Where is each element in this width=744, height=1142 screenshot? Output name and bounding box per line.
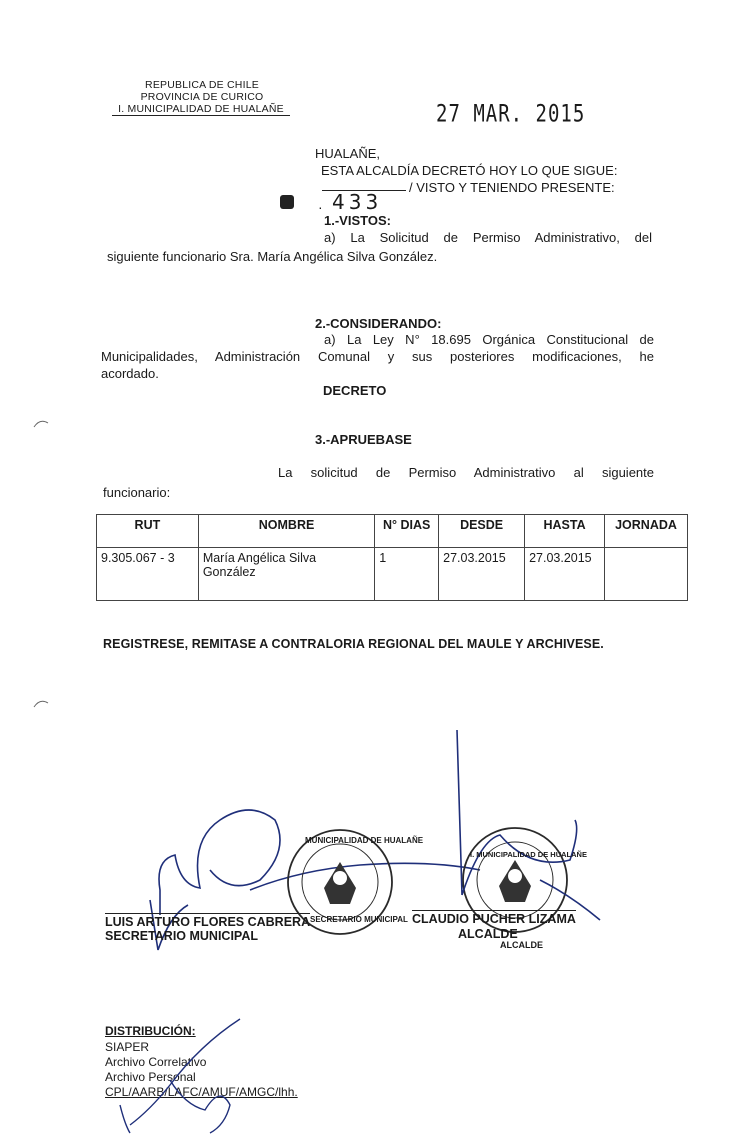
table-row xyxy=(97,548,688,601)
apruebase-title: 3.-APRUEBASE xyxy=(315,432,412,447)
secretario-title: SECRETARIO MUNICIPAL xyxy=(105,929,259,943)
considerando-title: 2.-CONSIDERANDO: xyxy=(315,316,442,331)
seal-left-top-text: MUNICIPALIDAD DE HUALAÑE xyxy=(305,836,424,845)
date-stamp: 27 MAR. 2015 xyxy=(436,100,586,128)
cell-nombre: María Angélica Silva González xyxy=(198,548,374,601)
table-header-row xyxy=(97,515,688,548)
place-line: HUALAÑE, xyxy=(315,146,381,161)
alcalde-name: CLAUDIO PUCHER LIZAMA xyxy=(412,912,576,926)
alcalde-title: ALCALDE xyxy=(458,927,518,941)
vistos-text-2: siguiente funcionario Sra. María Angélica Silva González. xyxy=(107,249,438,264)
initials-scribble xyxy=(110,1015,270,1140)
considerando-text-2: Municipalidades, Administración Comunal y sus posteriores modificaciones, he xyxy=(101,349,654,364)
considerando-text-3: acordado. xyxy=(101,366,159,381)
decree-number: 433 xyxy=(332,190,383,214)
decree-intro-line: ESTA ALCALDÍA DECRETÓ HOY LO QUE SIGUE: xyxy=(321,163,618,178)
vistos-text-1: a) La Solicitud de Permiso Administrativo, del xyxy=(324,230,652,245)
apruebase-text-1: La solicitud de Permiso Administrativo al siguiente xyxy=(278,465,654,480)
cell-jornada xyxy=(605,548,688,601)
cell-desde: 27.03.2015 xyxy=(439,548,525,601)
cell-rut: 9.305.067 - 3 xyxy=(97,548,199,601)
hole-punch-marks xyxy=(30,415,54,735)
cell-dias: 1 xyxy=(375,548,439,601)
vistos-title: 1.-VISTOS: xyxy=(324,213,391,228)
col-dias: N° DIAS xyxy=(375,515,439,548)
list-item: Archivo Correlativo xyxy=(105,1055,207,1069)
col-jornada: JORNADA xyxy=(605,515,688,548)
closing-order: REGISTRESE, REMITASE A CONTRALORIA REGIONAL DEL MAULE Y ARCHIVESE. xyxy=(103,637,604,651)
decree-number-dot: · xyxy=(318,199,323,215)
seal-right-bottom-text: ALCALDE xyxy=(500,940,543,950)
visto-line: / VISTO Y TENIENDO PRESENTE: xyxy=(409,180,615,195)
decreto-label: DECRETO xyxy=(323,383,387,398)
letterhead-province: PROVINCIA DE CURICO xyxy=(140,91,264,103)
secretario-name: LUIS ARTURO FLORES CABRERA xyxy=(105,915,311,929)
ink-smudge xyxy=(280,195,294,209)
col-desde: DESDE xyxy=(439,515,525,548)
distribucion-title: DISTRIBUCIÓN: xyxy=(105,1024,196,1038)
considerando-text-1: a) La Ley N° 18.695 Orgánica Constitucional de xyxy=(324,332,654,347)
seal-right-top-text: I. MUNICIPALIDAD DE HUALAÑE xyxy=(470,850,587,859)
cell-hasta: 27.03.2015 xyxy=(525,548,605,601)
col-hasta: HASTA xyxy=(525,515,605,548)
col-rut: RUT xyxy=(97,515,199,548)
letterhead-municipality: I. MUNICIPALIDAD DE HUALAÑE xyxy=(112,103,290,116)
apruebase-text-2: funcionario: xyxy=(103,485,171,500)
letterhead-country: REPUBLICA DE CHILE xyxy=(145,79,259,91)
letterhead xyxy=(112,79,292,116)
seal-left-bottom-text: SECRETARIO MUNICIPAL xyxy=(310,915,408,924)
permission-table xyxy=(96,514,688,601)
col-nombre: NOMBRE xyxy=(198,515,374,548)
list-item: CPL/AARB/LAFC/AMUF/AMGC/lhh. xyxy=(105,1085,298,1099)
list-item: SIAPER xyxy=(105,1040,150,1054)
list-item: Archivo Personal xyxy=(105,1070,196,1084)
